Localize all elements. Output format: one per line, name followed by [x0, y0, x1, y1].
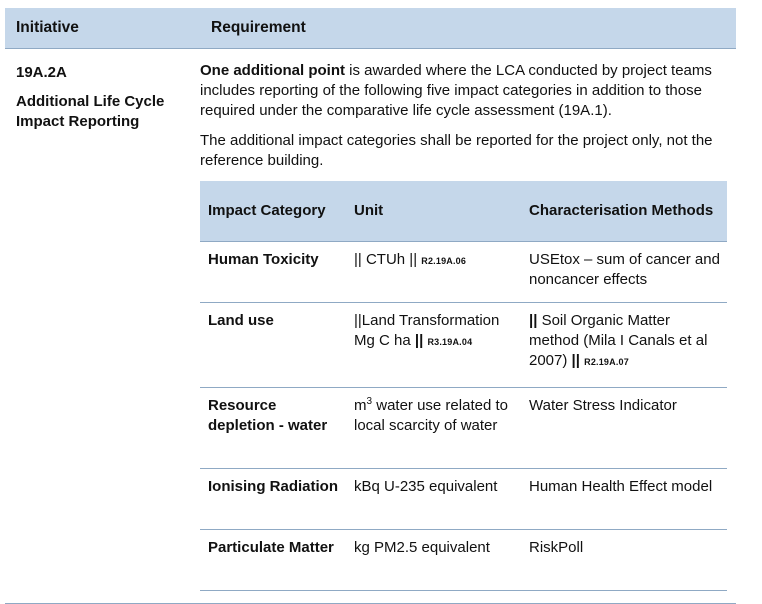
requirement-paragraph-2: The additional impact categories shall be reported for the project only, not the reference building. — [200, 132, 713, 169]
method-text: Soil Organic Matter method (Mila I Canals et al 2007) — [529, 312, 708, 369]
initiative-name: Additional Life Cycle Impact Reporting — [16, 93, 165, 130]
unit-cell — [346, 388, 521, 469]
unit-text: ||Land Transformation Mg C ha — [354, 312, 500, 349]
requirement-header: Requirement — [211, 19, 306, 36]
unit-header: Unit — [346, 181, 521, 242]
impact-table-header — [200, 181, 727, 242]
unit-cell: kBq U-235 equivalent — [346, 469, 521, 530]
initiative-cell — [5, 49, 200, 591]
table-row — [200, 242, 727, 303]
initiative-header: Initiative — [16, 19, 79, 36]
method-bars-end: || — [571, 352, 580, 369]
impact-category: Particulate Matter — [200, 530, 346, 591]
unit-cell — [346, 303, 521, 388]
reference-tag: R2.19A.06 — [421, 256, 467, 266]
method-cell — [521, 303, 727, 388]
impact-category-table — [200, 181, 727, 591]
unit-cell: kg PM2.5 equivalent — [346, 530, 521, 591]
requirement-cell — [200, 49, 736, 591]
unit-bars: || — [414, 332, 424, 349]
table-row — [200, 469, 727, 530]
table-row — [5, 49, 736, 604]
method-cell: USEtox – sum of cancer and noncancer effects — [521, 242, 727, 303]
unit-text: || CTUh || — [354, 251, 418, 268]
method-cell: Water Stress Indicator — [521, 388, 727, 469]
requirement-bold-text: One additional point — [200, 62, 345, 79]
requirement-text: is awarded where the LCA conducted by project teams includes reporting of the following five impact categories in addition to those required under the comparative life cycle assessment (19A.1). — [200, 62, 712, 119]
method-bars: || — [529, 312, 538, 329]
unit-superscript: 3 — [366, 396, 373, 407]
unit-text-rest: water use related to local scarcity of water — [354, 397, 508, 434]
requirement-paragraph-1 — [200, 61, 736, 121]
reference-tag: R3.19A.04 — [427, 337, 473, 347]
table-row — [200, 388, 727, 469]
reference-tag: R2.19A.07 — [584, 357, 629, 367]
initiative-code: 19A.2A — [16, 64, 67, 81]
impact-category: Ionising Radiation — [200, 469, 346, 530]
table-header — [5, 8, 736, 49]
impact-category: Land use — [200, 303, 346, 388]
method-cell: Human Health Effect model — [521, 469, 727, 530]
method-cell: RiskPoll — [521, 530, 727, 591]
methods-header: Characterisation Methods — [521, 181, 727, 242]
impact-category: Resource depletion - water — [200, 388, 346, 469]
table-row — [200, 303, 727, 388]
table-row — [200, 530, 727, 591]
unit-cell — [346, 242, 521, 303]
impact-category-header: Impact Category — [200, 181, 346, 242]
requirements-table — [5, 8, 736, 604]
impact-category: Human Toxicity — [200, 242, 346, 303]
unit-text: m — [354, 397, 367, 414]
